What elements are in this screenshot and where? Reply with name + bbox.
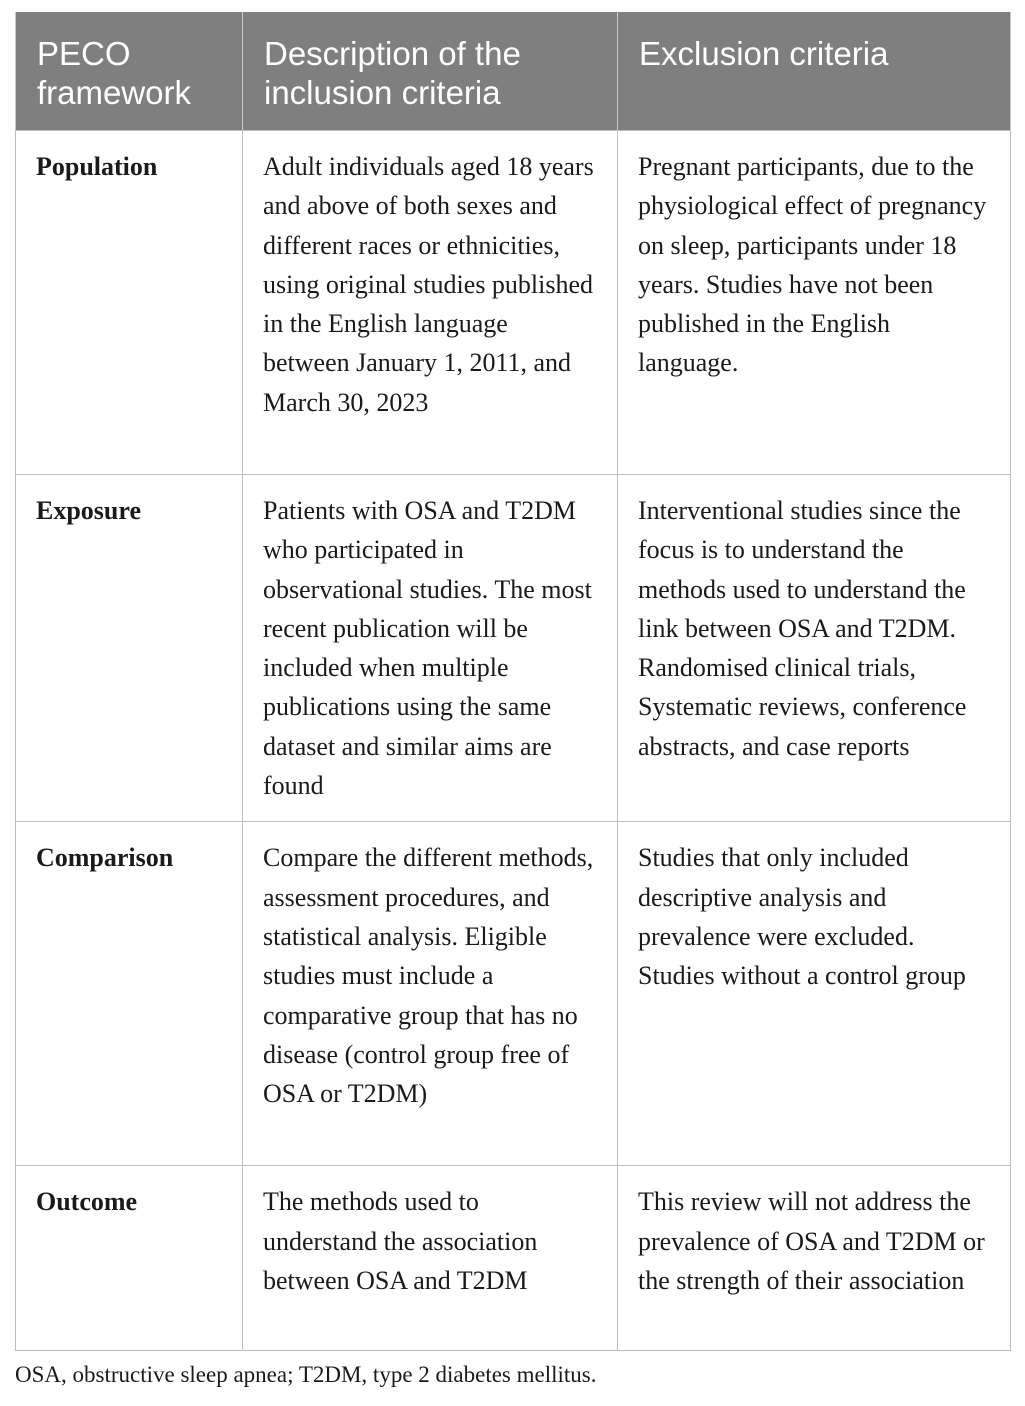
inclusion-cell: Compare the different methods, assessment procedures, and statistical analysis. Eligible studies must include a comparative group that has no disease (control group free of OSA or T2DM) [243, 822, 618, 1166]
header-inclusion-criteria: Description of the inclusion criteria [243, 12, 618, 131]
peco-criteria-table [15, 12, 1011, 1351]
header-peco-framework-text: PECO framework [37, 35, 192, 111]
inclusion-cell: The methods used to understand the association between OSA and T2DM [243, 1166, 618, 1351]
row-label: Population [16, 131, 243, 475]
row-label: Outcome [16, 1166, 243, 1351]
row-label: Exposure [16, 475, 243, 822]
header-peco-framework [16, 12, 243, 131]
table-row-population [16, 131, 1011, 475]
inclusion-cell: Adult individuals aged 18 years and above of both sexes and different races or ethnicities, using original studies published in the English language between January 1, 2011, and March 30, 2023 [243, 131, 618, 475]
inclusion-cell: Patients with OSA and T2DM who participated in observational studies. The most recent publication will be included when multiple publications using the same dataset and similar aims are found [243, 475, 618, 822]
peco-table-container [15, 12, 1010, 1351]
header-exclusion-criteria: Exclusion criteria [618, 12, 1011, 131]
table-footnote: OSA, obstructive sleep apnea; T2DM, type 2 diabetes mellitus. [15, 1362, 597, 1387]
exclusion-cell: This review will not address the prevalence of OSA and T2DM or the strength of their association [618, 1166, 1011, 1351]
table-row-outcome [16, 1166, 1011, 1351]
exclusion-cell: Studies that only included descriptive analysis and prevalence were excluded. Studies without a control group [618, 822, 1011, 1166]
table-row-comparison [16, 822, 1011, 1166]
exclusion-cell: Pregnant participants, due to the physiological effect of pregnancy on sleep, participants under 18 years. Studies have not been published in the English language. [618, 131, 1011, 475]
exclusion-cell: Interventional studies since the focus is to understand the methods used to understand the link between OSA and T2DM. Randomised clinical trials, Systematic reviews, conference abstracts, and case reports [618, 475, 1011, 822]
table-row-exposure [16, 475, 1011, 822]
row-label: Comparison [16, 822, 243, 1166]
table-header-row [16, 12, 1011, 131]
